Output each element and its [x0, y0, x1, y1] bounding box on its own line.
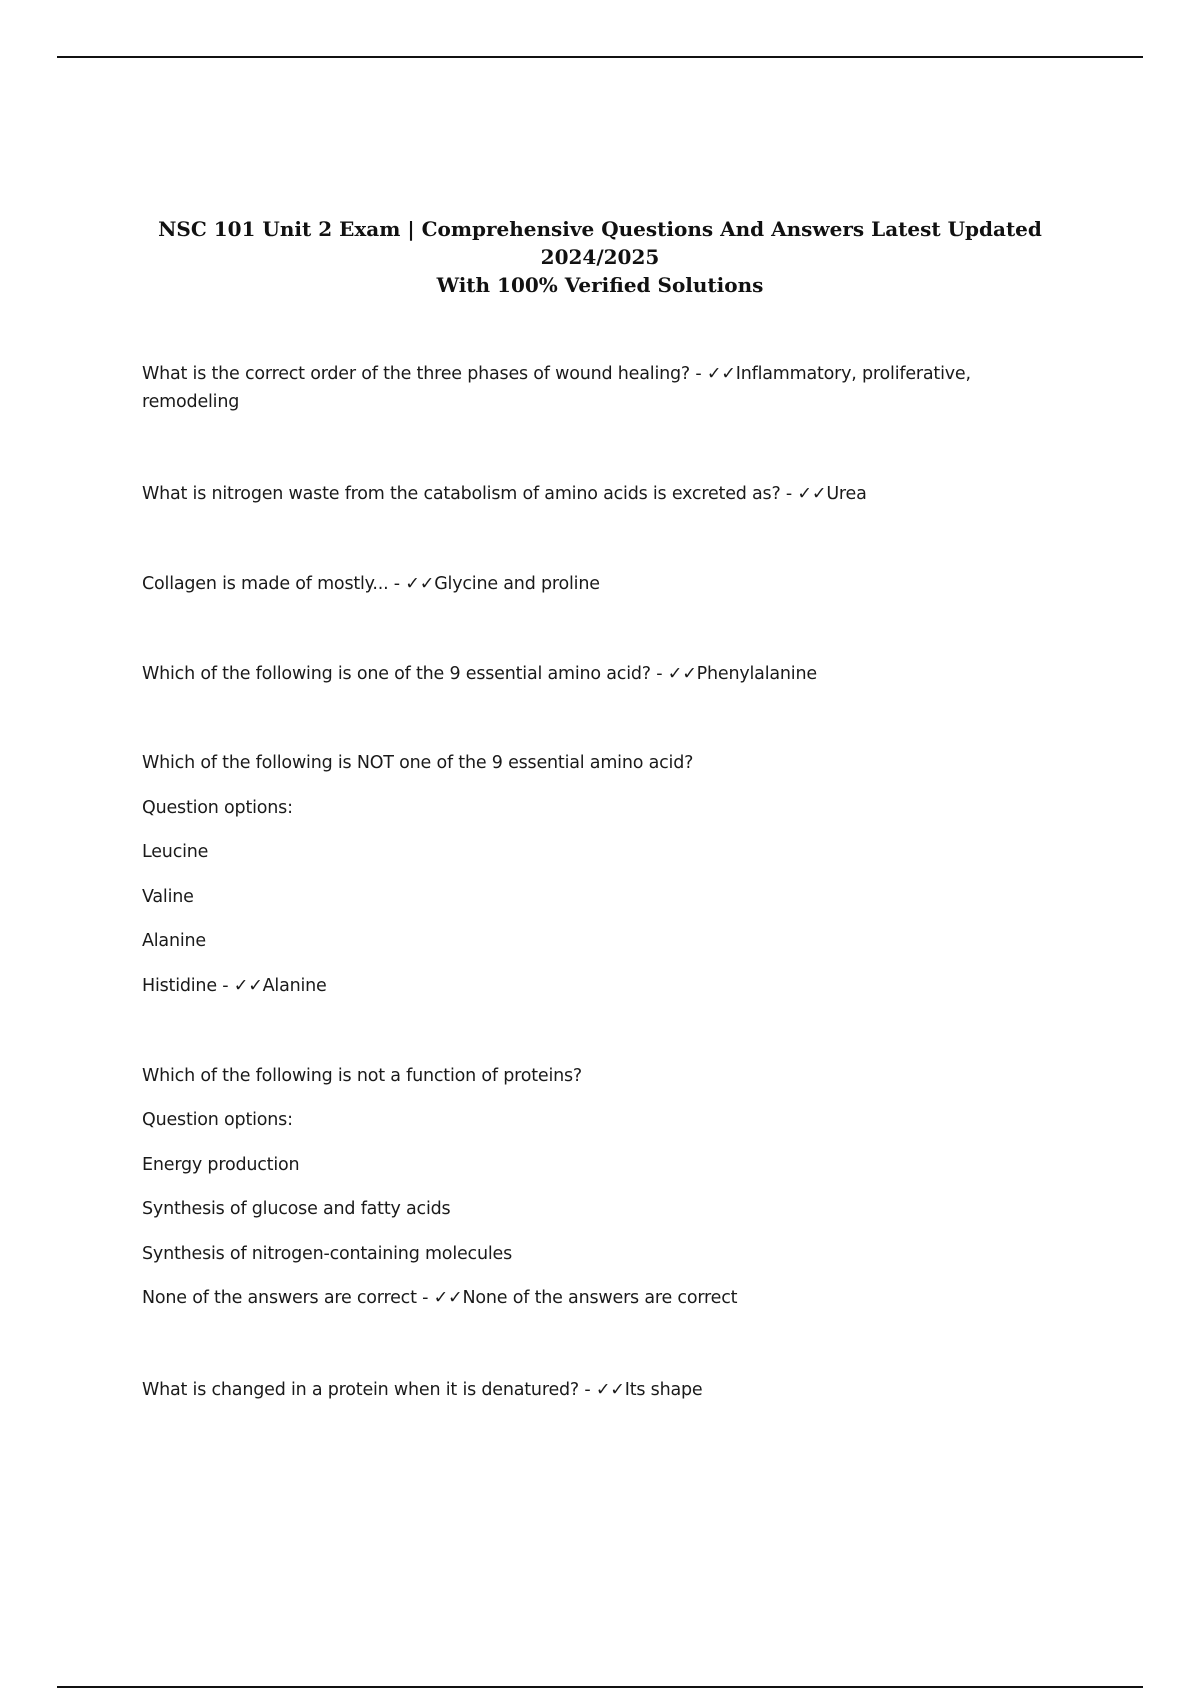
qa-item-nitrogen-waste: [142, 480, 1042, 508]
bottom-divider: [57, 1686, 1143, 1688]
qa-item-essential-amino-acid: [142, 660, 1042, 688]
qa-item-collagen: [142, 570, 1042, 598]
options-label: Question options:: [142, 797, 293, 818]
document-title: [100, 215, 1100, 299]
option-item: Valine: [142, 886, 194, 907]
qa-text: Collagen is made of mostly... - ✓✓Glycine and proline: [142, 574, 600, 594]
qa-text: What is the correct order of the three phases of wound healing? - ✓✓Inflammatory, proliferative,: [142, 364, 971, 384]
option-item: Synthesis of nitrogen-containing molecules: [142, 1243, 513, 1264]
qa-item-protein-function: [142, 1062, 1042, 1313]
option-item: Synthesis of glucose and fatty acids: [142, 1199, 451, 1219]
question-text: Which of the following is not a function of proteins?: [142, 1065, 583, 1086]
top-divider: [57, 56, 1143, 58]
option-item-with-answer: None of the answers are correct - ✓✓None of the answers are correct: [142, 1288, 738, 1308]
qa-text: What is changed in a protein when it is denatured? - ✓✓Its shape: [142, 1380, 703, 1400]
qa-text: What is nitrogen waste from the catabolism of amino acids is excreted as? - ✓✓Urea: [142, 484, 867, 504]
option-item-with-answer: Histidine - ✓✓Alanine: [142, 975, 327, 996]
title-line-1: NSC 101 Unit 2 Exam | Comprehensive Questions And Answers Latest Updated 2024/2025: [158, 217, 1042, 269]
options-label: Question options:: [142, 1110, 293, 1130]
option-item: Energy production: [142, 1154, 300, 1175]
title-line-2: With 100% Verified Solutions: [436, 273, 764, 297]
qa-text: Which of the following is one of the 9 essential amino acid? - ✓✓Phenylalanine: [142, 664, 817, 684]
qa-item-wound-healing: [142, 360, 1042, 416]
option-item: Leucine: [142, 842, 209, 862]
qa-item-not-essential-amino-acid: [142, 749, 1042, 1000]
option-item: Alanine: [142, 931, 206, 951]
question-text: Which of the following is NOT one of the 9 essential amino acid?: [142, 753, 694, 773]
qa-text-continued: remodeling: [142, 392, 240, 412]
qa-list: [142, 360, 1042, 1404]
qa-item-denatured-protein: [142, 1376, 1042, 1404]
